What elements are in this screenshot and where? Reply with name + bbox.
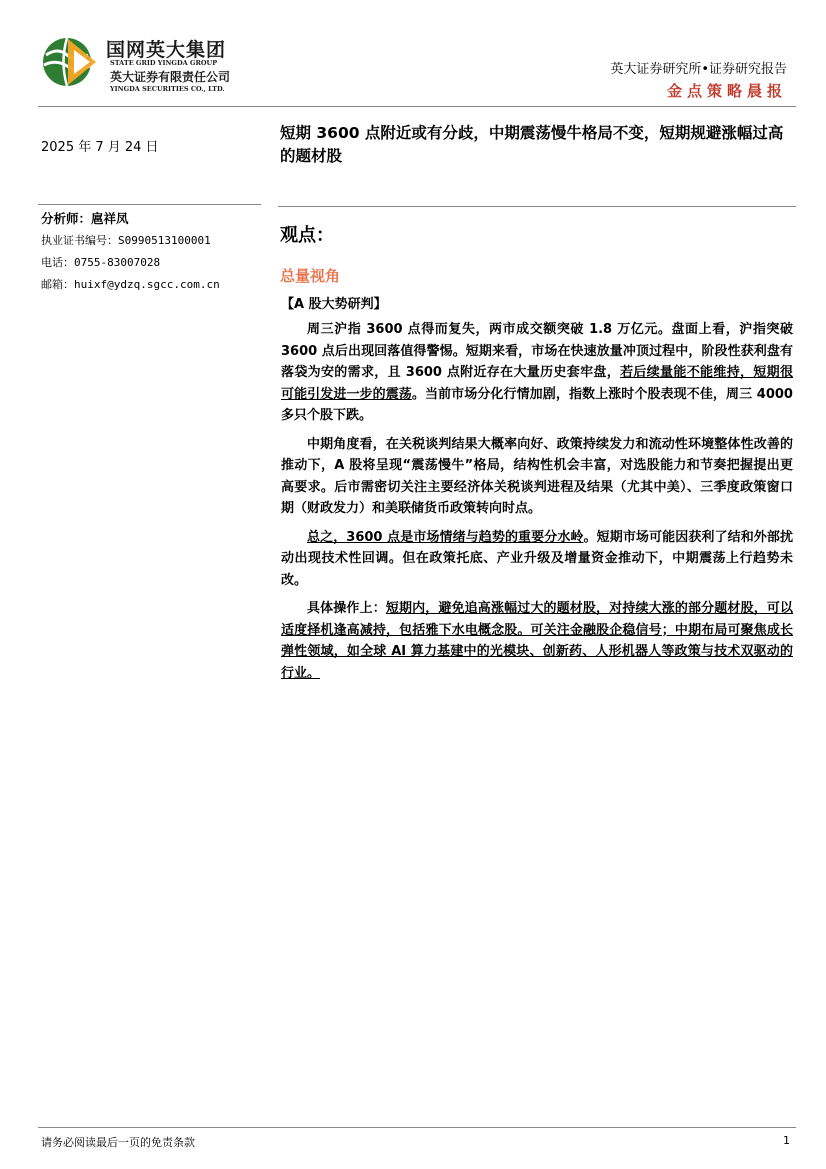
paragraph-1 [281,319,793,427]
paragraph-4-lead: 具体操作上： [307,601,386,616]
report-headline: 短期 3600 点附近或有分歧，中期震荡慢牛格局不变，短期规避涨幅过高的题材股 [280,124,784,165]
report-type-title: 金点策略晨报 [666,82,787,100]
paragraph-4 [281,598,793,684]
subsection-title: 总量视角 [280,267,341,285]
logo-english-group: STATE GRID YINGDA GROUP [110,59,218,67]
topic-tag: 【A 股大势研判】 [281,297,387,312]
phone-line [41,254,160,270]
email-line [41,276,220,292]
paragraph-1-text: 周三沪指 3600 点得而复失，两市成交额突破 1.8 万亿元。盘面上看，沪指突破 3600 点后出现回落值得警惕。短期来看，市场在快速放量冲顶过程中，阶段性获利盘有落袋为安的需求，且 3600 点附近存在大量历史套牢盘， [281,322,793,380]
paragraph-1-tail: 。当前市场分化行情加剧，指数上涨时个股表现不佳，周三 4000 多只个股下跌。 [281,386,793,423]
left-divider [38,204,261,205]
paragraph-2: 中期角度看，在关税谈判结果大概率向好、政策持续发力和流动性环境整体性改善的推动下，A 股将呈现“震荡慢牛”格局，结构性机会丰富，对选股能力和节奏把握提出更高要求。后市需密切关注主要经济体关税谈判进程及结果（尤其中美）、三季度政策窗口期（财政发力）和美联储货币政策转向时点。 [281,436,793,516]
phone-label: 电话： [41,256,74,269]
email-address[interactable]: huixf@ydzq.sgcc.com.cn [74,278,220,291]
logo-company-name: 英大证券有限责任公司 [110,70,231,84]
company-logo [38,33,258,95]
logo-chinese-name: 国网英大集团 [106,39,227,61]
email-label: 邮箱： [41,278,74,291]
analyst-label: 分析师： [41,211,92,226]
section-title: 观点： [280,225,334,246]
headline-divider [278,206,796,207]
disclaimer-note: 请务必阅读最后一页的免责条款 [41,1136,195,1149]
license-number: S0990513100001 [118,234,211,247]
report-date: 2025 年 7 月 24 日 [41,140,159,155]
footer-divider [38,1127,796,1128]
paragraph-4-emphasis: 短期内，避免追高涨幅过大的题材股，对持续大涨的部分题材股，可以适度择机逢高减持，包括雅下水电概念股。可关注金融股企稳信号；中期布局可聚焦成长弹性领域，如全球 AI 算力基建中的光模块、创新药、人形机器人等政策与技术双驱动的行业。 [281,601,793,681]
analyst-line [41,209,129,227]
license-label: 执业证书编号： [41,234,118,247]
paragraph-1-emphasis: 若后续量能不能维持，短期很可能引发进一步的震荡 [281,365,793,402]
paragraph-3 [281,527,793,592]
paragraph-3-text: 。短期市场可能因获利了结和外部扰动出现技术性回调。但在政策托底、产业升级及增量资金推动下，中期震荡上行趋势未改。 [281,529,793,588]
header-organization: 英大证券研究所•证券研究报告 [610,62,787,77]
logo-english-company: YINGDA SECURITIES CO., LTD. [110,85,225,93]
license-line [41,232,211,248]
report-body [281,319,793,691]
analyst-name: 扈祥凤 [91,211,129,226]
header-divider [38,106,796,107]
page-number: 1 [783,1134,790,1147]
phone-number: 0755-83007028 [74,256,161,269]
globe-logo-icon [38,33,100,91]
paragraph-3-emphasis: 总之，3600 点是市场情绪与趋势的重要分水岭 [307,529,584,545]
